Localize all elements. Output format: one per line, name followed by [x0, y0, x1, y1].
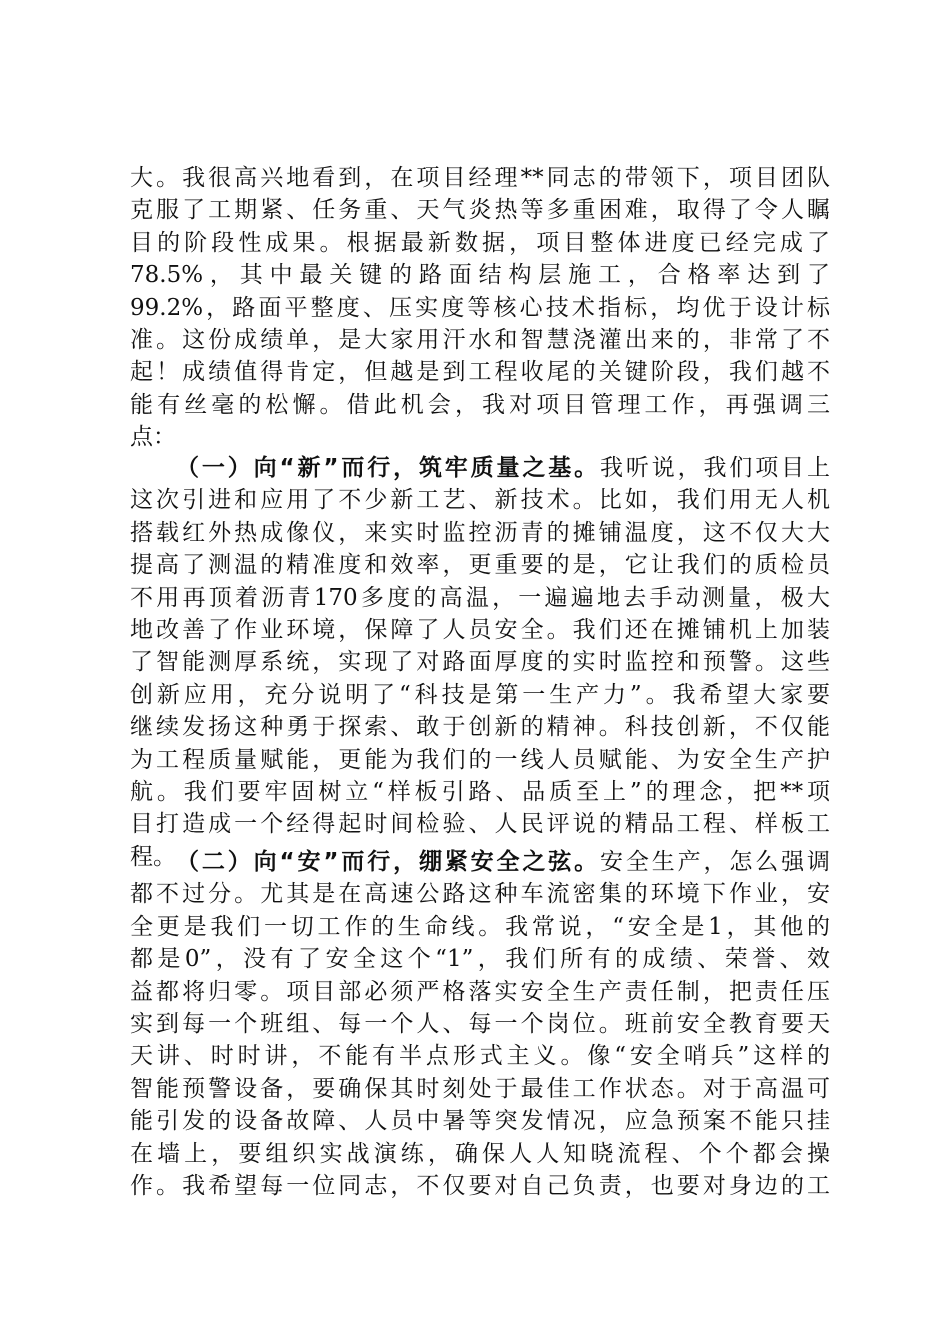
text-line: 地改善了作业环境，保障了人员安全。我们还在摊铺机上加装 — [130, 616, 830, 643]
text-line-first — [130, 452, 830, 484]
text-line: 搭载红外热成像仪，来实时监控沥青的摊铺温度，这不仅大大 — [130, 519, 830, 546]
text-line: 作。我希望每一位同志，不仅要对自己负责，也要对身边的工 — [130, 1172, 830, 1199]
text-line: 99.2%，路面平整度、压实度等核心技术指标，均优于设计标 — [130, 294, 830, 321]
text-line: 创新应用，充分说明了“科技是第一生产力”。我希望大家要 — [130, 681, 830, 708]
section-two-first-line-text: 安全生产，怎么强调 — [600, 849, 831, 875]
text-line: 提高了测温的精准度和效率，更重要的是，它让我们的质检员 — [130, 552, 830, 579]
text-line: 准。这份成绩单，是大家用汗水和智慧浇灌出来的，非常了不 — [130, 326, 830, 353]
paragraph-section-one — [130, 452, 830, 873]
text-line: 为工程质量赋能，更能为我们的一线人员赋能、为安全生产护 — [130, 746, 830, 773]
text-line: 能引发的设备故障、人员中暑等突发情况，应急预案不能只挂 — [130, 1108, 830, 1135]
text-line: 能有丝毫的松懈。借此机会，我对项目管理工作，再强调三 — [130, 391, 830, 418]
text-line: 不用再顶着沥青170多度的高温，一遍遍地去手动测量，极大 — [130, 584, 830, 611]
text-line: 目的阶段性成果。根据最新数据，项目整体进度已经完成了 — [130, 229, 830, 256]
section-heading-one: （一）向“新”而行，筑牢质量之基。 — [176, 455, 601, 481]
section-heading-two: （二）向“安”而行，绷紧安全之弦。 — [176, 849, 601, 875]
text-line: 起！成绩值得肯定，但越是到工程收尾的关键阶段，我们越不 — [130, 359, 830, 386]
text-line-first — [130, 846, 830, 878]
text-line: 了智能测厚系统，实现了对路面厚度的实时监控和预警。这些 — [130, 649, 830, 676]
text-line: 继续发扬这种勇于探索、敢于创新的精神。科技创新，不仅能 — [130, 714, 830, 741]
text-line: 点： — [130, 424, 176, 451]
text-line: 都不过分。尤其是在高速公路这种车流密集的环境下作业，安 — [130, 881, 830, 908]
text-line: 智能预警设备，要确保其时刻处于最佳工作状态。对于高温可 — [130, 1075, 830, 1102]
text-line: 天讲、时时讲，不能有半点形式主义。像“安全哨兵”这样的 — [130, 1043, 830, 1070]
text-line: 益都将归零。项目部必须严格落实安全生产责任制，把责任压 — [130, 978, 830, 1005]
text-line: 航。我们要牢固树立“样板引路、品质至上”的理念，把**项 — [130, 778, 830, 805]
text-line: 全更是我们一切工作的生命线。我常说，“安全是1，其他的 — [130, 913, 830, 940]
text-line: 在墙上，要组织实战演练，确保人人知晓流程、个个都会操 — [130, 1140, 830, 1167]
paragraph-intro — [130, 162, 830, 454]
section-one-first-line-text: 我听说，我们项目上 — [600, 455, 831, 481]
text-line: 克服了工期紧、任务重、天气炎热等多重困难，取得了令人瞩 — [130, 197, 830, 224]
text-line: 大。我很高兴地看到，在项目经理**同志的带领下，项目团队 — [130, 165, 830, 191]
text-line: 实到每一个班组、每一个人、每一个岗位。班前安全教育要天 — [130, 1010, 830, 1037]
text-line: 目打造成一个经得起时间检验、人民评说的精品工程、样板工 — [130, 811, 830, 838]
text-line: 这次引进和应用了不少新工艺、新技术。比如，我们用无人机 — [130, 487, 830, 514]
text-line: 程。 — [130, 843, 176, 870]
paragraph-section-two — [130, 846, 830, 1202]
text-line: 都是0”，没有了安全这个“1”，我们所有的成绩、荣誉、效 — [130, 946, 830, 973]
text-line: 78.5%，其中最关键的路面结构层施工，合格率达到了 — [130, 262, 830, 289]
